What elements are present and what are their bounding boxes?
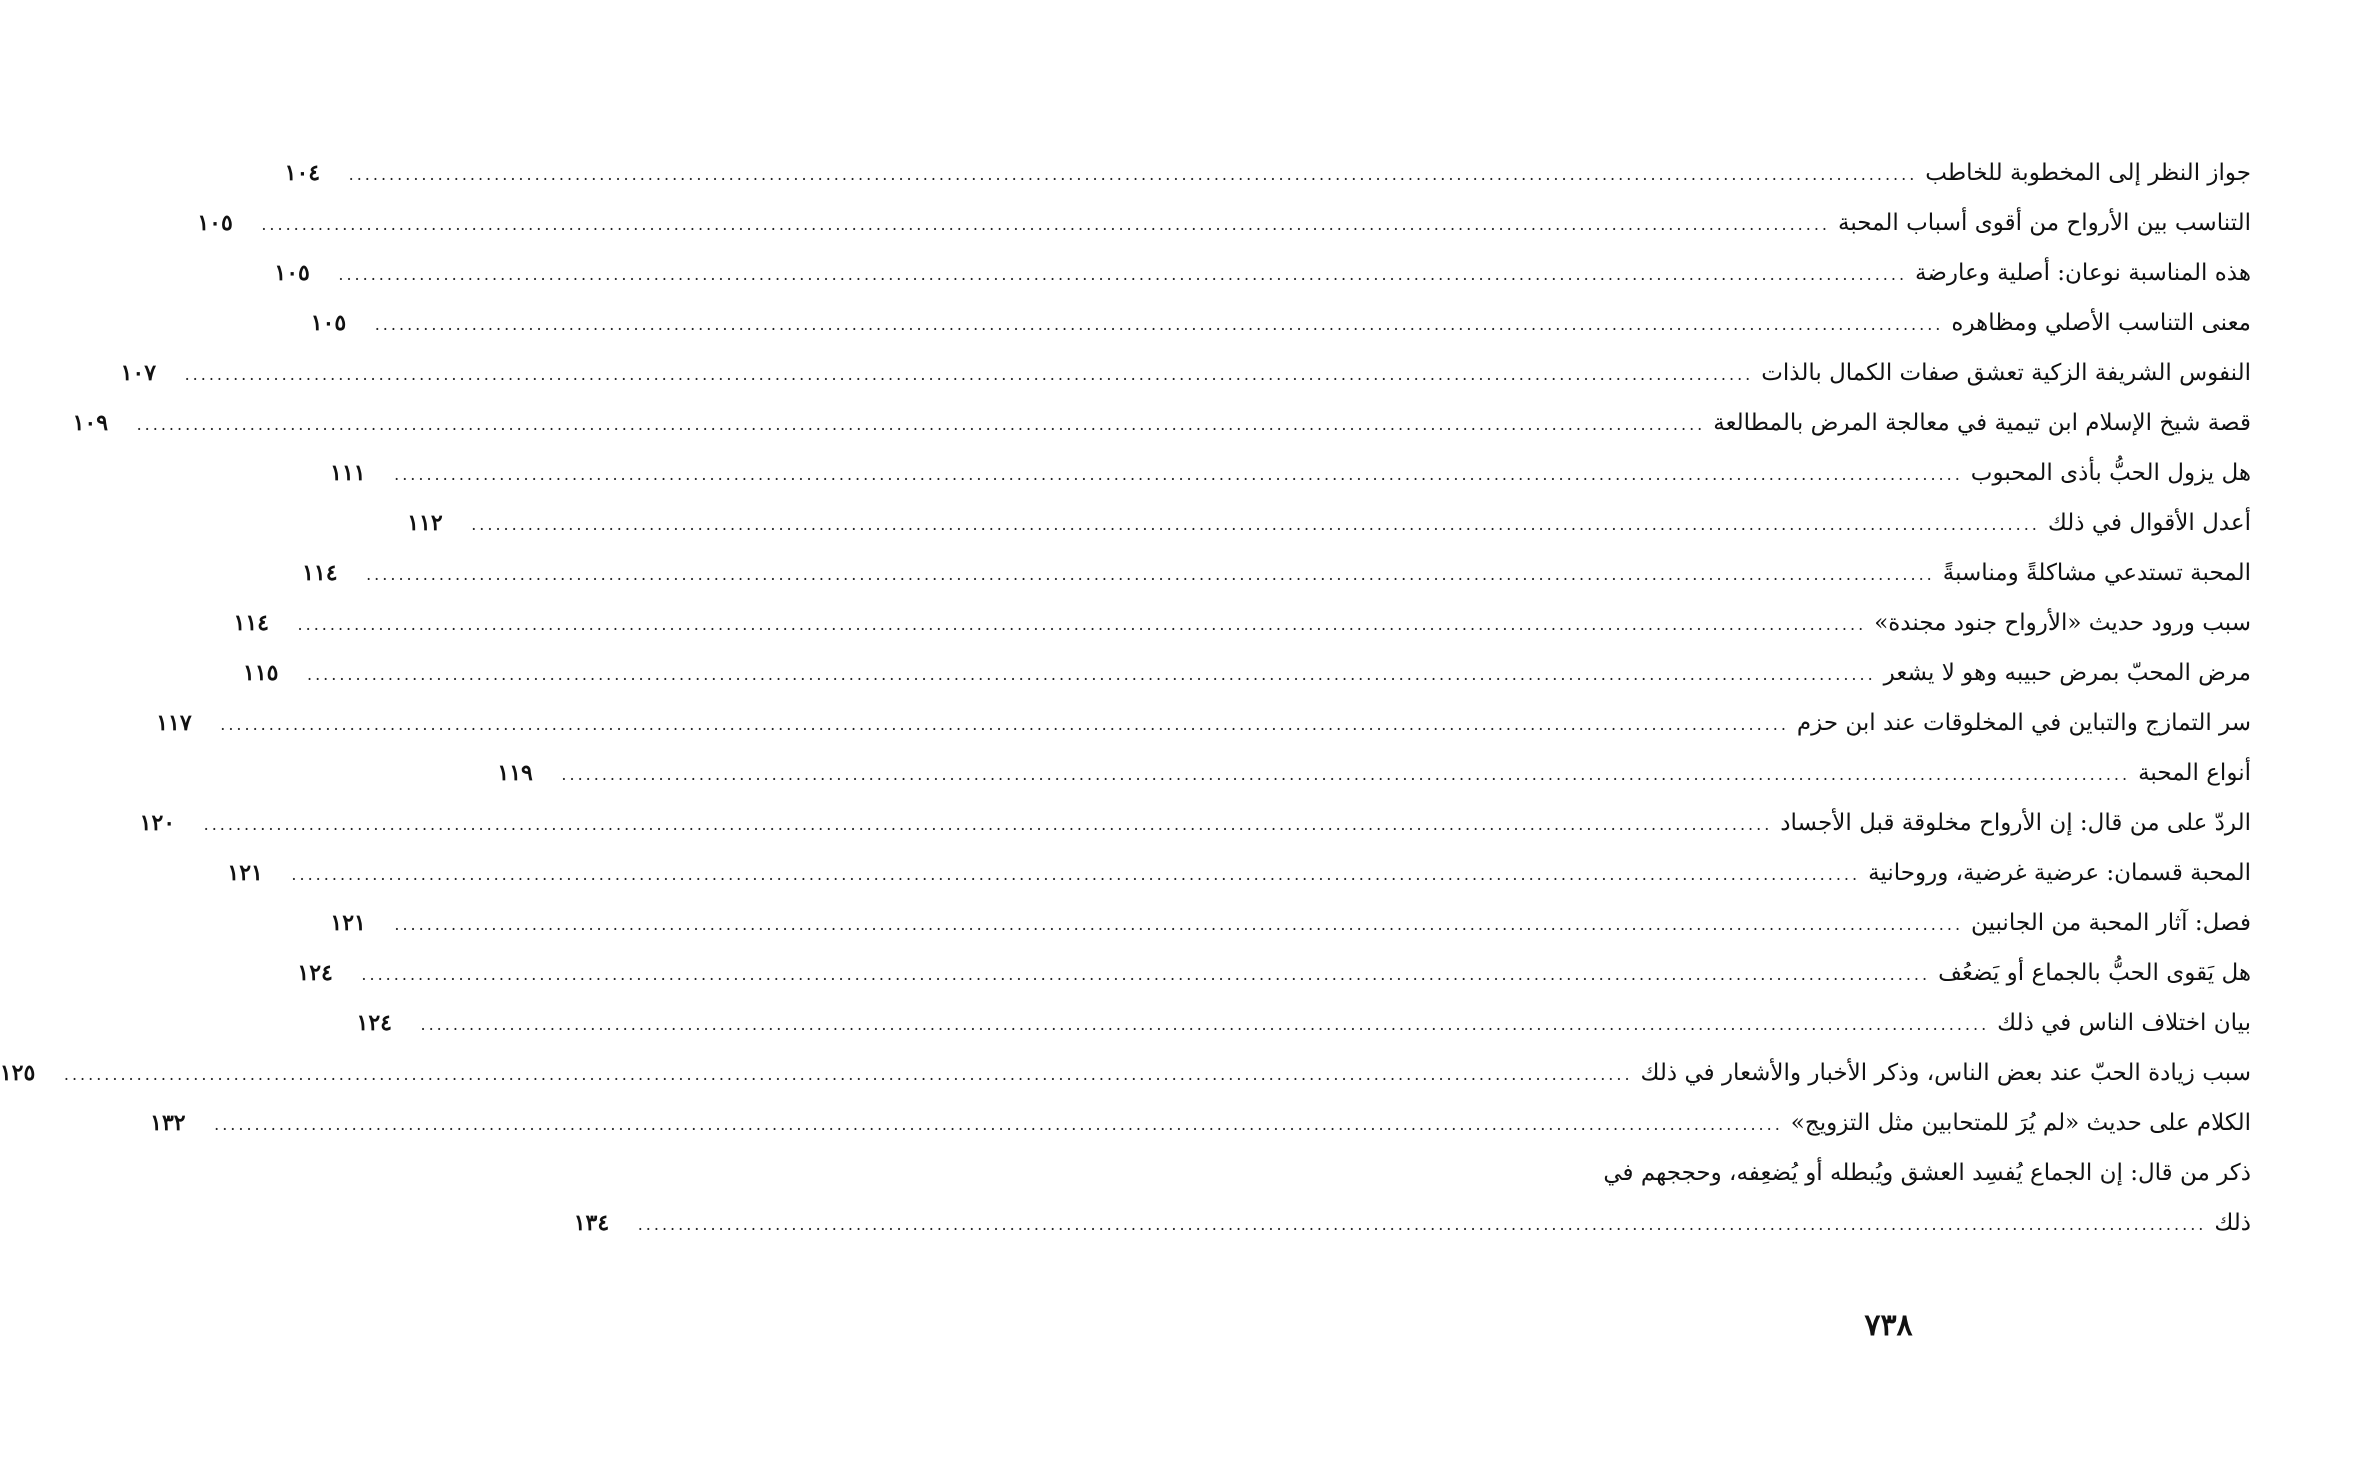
toc-entry-page: ١٠٧ [120, 360, 157, 386]
dot-leader [638, 1200, 2207, 1250]
dot-leader [338, 250, 1907, 300]
dot-leader [298, 600, 1867, 650]
toc-entry [330, 448, 2251, 498]
dot-leader [366, 550, 1935, 600]
toc-entry [330, 898, 2251, 948]
dot-leader [349, 150, 1918, 200]
toc-entry [356, 998, 2251, 1048]
toc-entry-title: الكلام على حديث «لم يُرَ للمتحابين مثل التزويج» [1790, 1110, 2251, 1136]
toc-entry-page: ١٢٥ [0, 1060, 36, 1086]
toc-entry-title: سبب زيادة الحبّ عند بعض الناس، وذكر الأخبار والأشعار في ذلك [1640, 1060, 2251, 1086]
toc-entry-page: ١١٥ [243, 660, 279, 686]
dot-leader [361, 950, 1930, 1000]
dot-leader [471, 500, 2040, 550]
toc-entry-title: النفوس الشريفة الزكية تعشق صفات الكمال بالذات [1761, 360, 2251, 386]
toc-entry-page: ١٠٩ [72, 410, 109, 436]
toc-entry-page: ١٠٥ [197, 210, 233, 236]
toc-entry-page: ١١٩ [497, 760, 533, 786]
table-of-contents [0, 148, 2251, 1248]
toc-entry-title: معنى التناسب الأصلي ومظاهره [1951, 310, 2251, 336]
toc-entry-title: بيان اختلاف الناس في ذلك [1997, 1010, 2251, 1036]
toc-entry-title: أعدل الأقوال في ذلك [2047, 510, 2251, 536]
page-number: ٧٣٨ [1864, 1308, 1913, 1343]
dot-leader [64, 1050, 1633, 1100]
toc-entry-title: هل يزول الحبُّ بأذى المحبوب [1970, 460, 2251, 486]
toc-entry-title: هذه المناسبة نوعان: أصلية وعارضة [1915, 260, 2251, 286]
toc-entry-title: الردّ على من قال: إن الأرواح مخلوقة قبل الأجساد [1780, 810, 2251, 836]
dot-leader [291, 850, 1860, 900]
toc-entry-page: ١٠٥ [310, 310, 347, 336]
toc-entry-title: المحبة تستدعي مشاكلةً ومناسبةً [1942, 560, 2251, 586]
toc-entry-title: التناسب بين الأرواح من أقوى أسباب المحبة [1838, 210, 2251, 236]
toc-entry [227, 848, 2251, 898]
dot-leader [261, 200, 1830, 250]
toc-entry [284, 148, 2251, 198]
toc-entry [302, 548, 2251, 598]
toc-entry-title: مرض المحبّ بمرض حبيبه وهو لا يشعر [1883, 660, 2251, 686]
dot-leader [185, 350, 1754, 400]
dot-leader [204, 800, 1773, 850]
toc-entry [274, 248, 2251, 298]
toc-entry [139, 798, 2251, 848]
toc-entry [150, 1098, 2251, 1148]
toc-entry-page: ١٢٤ [356, 1010, 392, 1036]
toc-entry-title: سر التمازج والتباين في المخلوقات عند ابن حزم [1796, 710, 2251, 736]
toc-entry [72, 398, 2251, 448]
toc-entry-title-line2: ذلك [2214, 1210, 2251, 1236]
toc-entry-page: ١١٧ [156, 710, 192, 736]
toc-entry-page: ١١٤ [233, 610, 269, 636]
toc-entry [243, 648, 2251, 698]
dot-leader [394, 450, 1963, 500]
toc-entry-title: المحبة قسمان: عرضية غرضية، وروحانية [1868, 860, 2251, 886]
toc-entry-title-line1: ذكر من قال: إن الجماع يُفسِد العشق ويُبطله أو يُضعِفه، وحججهم في [1603, 1160, 2251, 1186]
dot-leader [214, 1100, 1783, 1150]
toc-entry [297, 948, 2251, 998]
toc-entry-page: ١١٢ [407, 510, 443, 536]
toc-entry [156, 698, 2251, 748]
toc-entry-page: ١١٤ [302, 560, 338, 586]
toc-entry [407, 498, 2251, 548]
toc-entry-page: ١٢١ [330, 910, 366, 936]
toc-entry [310, 298, 2251, 348]
toc-entry-page: ١٣٤ [573, 1210, 610, 1236]
toc-entry-title: أنواع المحبة [2138, 760, 2251, 786]
dot-leader [561, 750, 2130, 800]
toc-entry [120, 348, 2251, 398]
dot-leader [307, 650, 1876, 700]
dot-leader [220, 700, 1789, 750]
toc-entry-page: ١٠٤ [284, 160, 321, 186]
toc-entry-page: ١٢٤ [297, 960, 333, 986]
toc-entry-title: جواز النظر إلى المخطوبة للخاطب [1925, 160, 2251, 186]
toc-entry-title: فصل: آثار المحبة من الجانبين [1971, 910, 2251, 936]
toc-entry [0, 1048, 2251, 1098]
toc-entry-title: هل يَقوى الحبُّ بالجماع أو يَضعُف [1938, 960, 2251, 986]
toc-entry-page: ١٢٠ [139, 810, 176, 836]
toc-entry-title: قصة شيخ الإسلام ابن تيمية في معالجة المرض بالمطالعة [1713, 410, 2251, 436]
toc-entry-page: ١٠٥ [274, 260, 310, 286]
toc-entry [573, 1198, 2251, 1248]
dot-leader [421, 1000, 1990, 1050]
dot-leader [137, 400, 1706, 450]
toc-entry [197, 198, 2251, 248]
toc-entry-page: ١٢١ [227, 860, 263, 886]
toc-entry-page: ١١١ [330, 460, 366, 486]
dot-leader [394, 900, 1963, 950]
toc-entry-title: سبب ورود حديث «الأرواح جنود مجندة» [1874, 610, 2251, 636]
toc-entry [233, 598, 2251, 648]
toc-entry-page: ١٣٢ [150, 1110, 186, 1136]
toc-entry-continued [1487, 1148, 2251, 1198]
dot-leader [375, 300, 1944, 350]
toc-entry [497, 748, 2251, 798]
